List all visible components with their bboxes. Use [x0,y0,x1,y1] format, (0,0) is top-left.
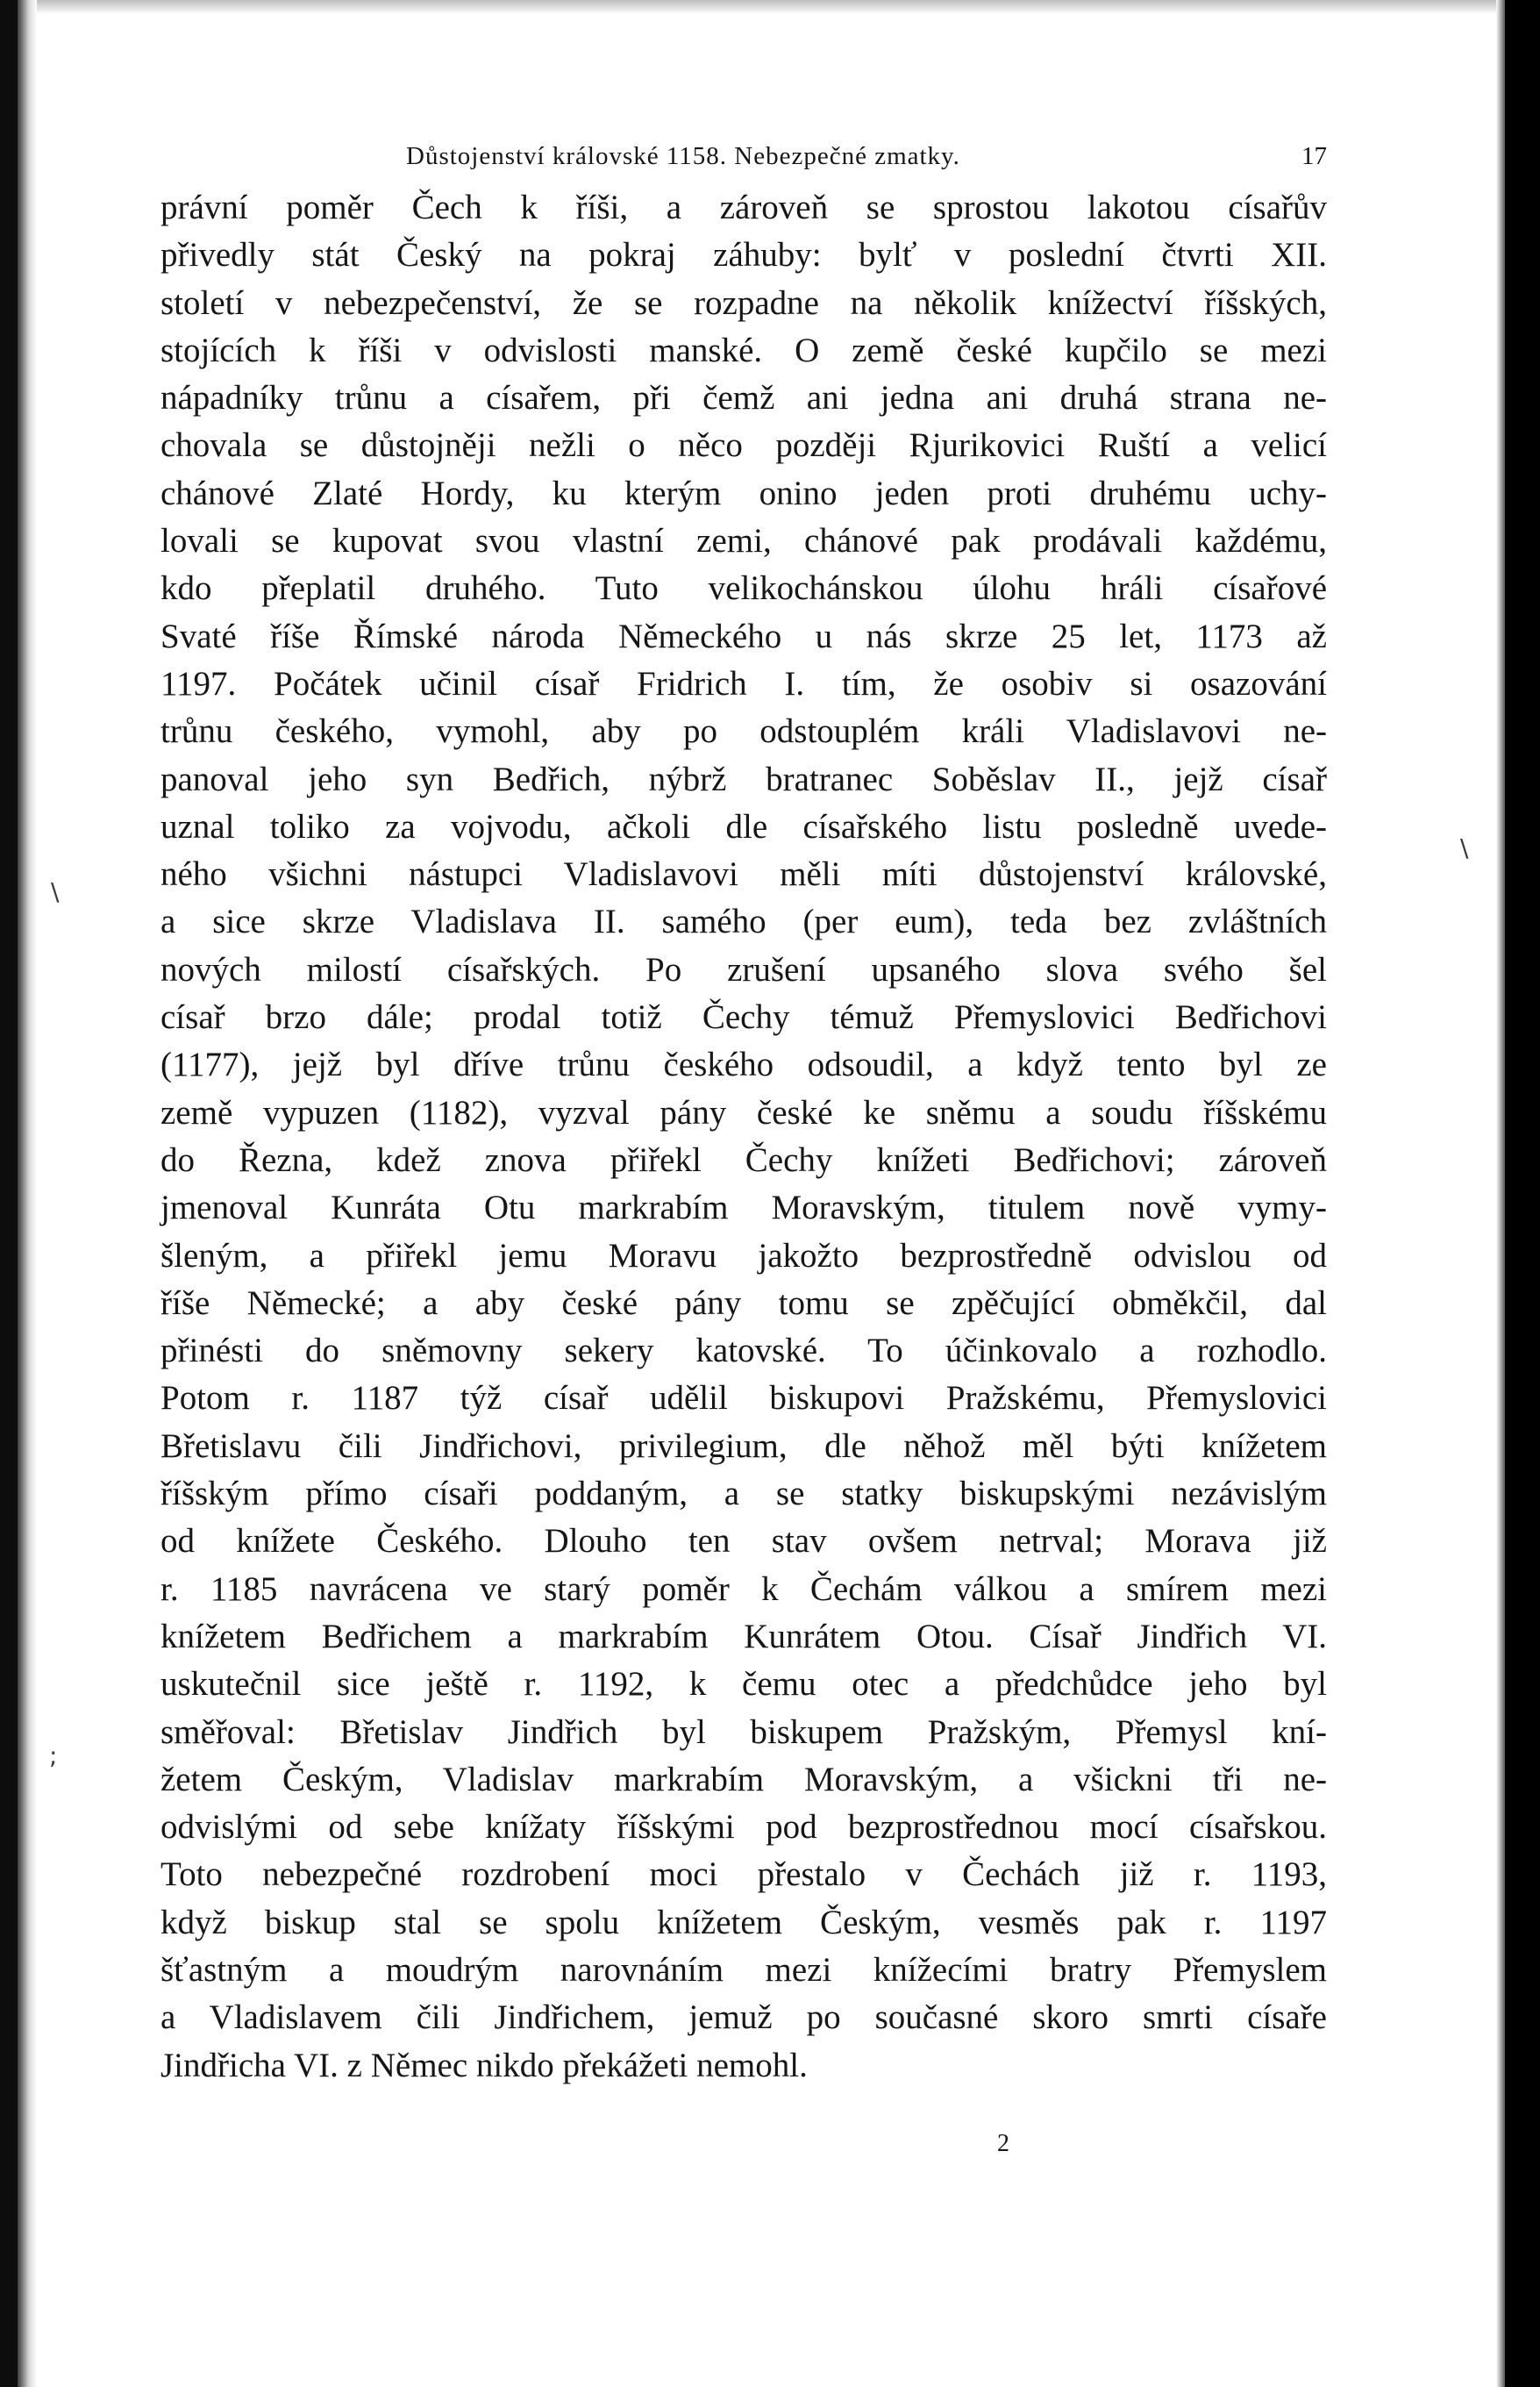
text-line: Potom r. 1187 týž císař udělil biskupovi Pražskému, Přemyslovici [160,1379,1327,1418]
scan-speck: \ [1460,833,1469,862]
body-text [160,184,1327,2090]
book-page [160,132,1327,2090]
text-line: Svaté říše Římské národa Německého u nás skrze 25 let, 1173 až [160,617,1327,655]
text-line: století v nebezpečenství, že se rozpadne na několik knížectví říšských, [160,283,1327,322]
scan-top-edge [0,0,1540,14]
text-line: říše Německé; a aby české pány tomu se zpěčující obměkčil, dal [160,1283,1327,1322]
text-line: Břetislavu čili Jindřichovi, privilegium, dle něhož měl býti knížetem [160,1426,1327,1465]
signature-mark: 2 [997,2130,1009,2157]
text-line: stojících k říši v odvislosti manské. O země české kupčilo se mezi [160,331,1327,369]
text-line: přivedly stát Český na pokraj záhuby: bylť v poslední čtvrti XII. [160,236,1327,275]
text-line: odvislými od sebe knížaty říšskými pod bezprostřednou mocí císařskou. [160,1808,1327,1847]
text-line: císař brzo dále; prodal totiž Čechy témuž Přemyslovici Bedřichovi [160,998,1327,1037]
text-line: a sice skrze Vladislava II. samého (per eum), teda bez zvláštních [160,903,1327,941]
text-line: do Řezna, kdež znova přiřekl Čechy knížeti Bedřichovi; zároveň [160,1140,1327,1179]
text-line: od knížete Českého. Dlouho ten stav ovšem netrval; Morava již [160,1522,1327,1561]
scan-right-edge [1505,0,1540,2387]
running-head [160,132,1327,184]
text-line: r. 1185 navrácena ve starý poměr k Čechám válkou a smírem mezi [160,1569,1327,1608]
text-line: říšským přímo císaři poddaným, a se statky biskupskými nezávislým [160,1475,1327,1513]
scan-speck: \ [51,877,60,906]
text-line: žetem Českým, Vladislav markrabím Moravským, a všickni tři ne- [160,1760,1327,1798]
text-line: chánové Zlaté Hordy, ku kterým onino jeden proti druhému uchy- [160,474,1327,512]
text-line: země vypuzen (1182), vyzval pány české ke sněmu a soudu říšskému [160,1093,1327,1132]
text-line: šťastným a moudrým narovnáním mezi knížecími bratry Přemyslem [160,1950,1327,1989]
text-line: chovala se důstojněji nežli o něco později Rjurikovici Ruští a velicí [160,426,1327,465]
text-line: kdo přeplatil druhého. Tuto velikochánskou úlohu hráli císařové [160,569,1327,608]
text-line: uskutečnil sice ještě r. 1192, k čemu otec a předchůdce jeho byl [160,1665,1327,1704]
scan-left-shadow [18,0,37,2387]
text-line: 1197. Počátek učinil císař Fridrich I. tím, že osobiv si osazování [160,664,1327,703]
text-line: přinésti do sněmovny sekery katovské. To účinkovalo a rozhodlo. [160,1332,1327,1370]
text-line: lovali se kupovat svou vlastní zemi, chánové pak prodávali každému, [160,522,1327,561]
text-line: ného všichni nástupci Vladislavovi měli míti důstojenství královské, [160,855,1327,894]
text-line: a Vladislavem čili Jindřichem, jemuž po současné skoro smrti císaře [160,1998,1327,2037]
running-head-title: Důstojenství královské 1158. Nebezpečné zmatky. [406,142,960,170]
text-line: Jindřicha VI. z Němec nikdo překážeti nemohl. [160,2046,808,2084]
text-line: uznal toliko za vojvodu, ačkoli dle císařského listu posledně uvede- [160,807,1327,846]
scan-left-edge [0,0,18,2387]
text-line: trůnu českého, vymohl, aby po odstouplém králi Vladislavovi ne- [160,712,1327,751]
text-line: směřoval: Břetislav Jindřich byl biskupem Pražským, Přemysl kní- [160,1712,1327,1751]
text-line: jmenoval Kunráta Otu markrabím Moravským, titulem nově vymy- [160,1189,1327,1227]
text-line: právní poměr Čech k říši, a zároveň se sprostou lakotou císařův [160,189,1327,226]
text-line: knížetem Bedřichem a markrabím Kunrátem Otou. Císař Jindřich VI. [160,1617,1327,1655]
page-number: 17 [1301,142,1327,170]
scan-speck: ; [49,1741,58,1770]
text-line: když biskup stal se spolu knížetem Českým, vesměs pak r. 1197 [160,1903,1327,1941]
text-line: (1177), jejž byl dříve trůnu českého odsoudil, a když tento byl ze [160,1046,1327,1084]
scan-right-shadow [1496,0,1505,2387]
text-line: panoval jeho syn Bedřich, nýbrž bratranec Soběslav II., jejž císař [160,760,1327,798]
text-line: nových milostí císařských. Po zrušení upsaného slova svého šel [160,950,1327,989]
text-line: šleným, a přiřekl jemu Moravu jakožto bezprostředně odvislou od [160,1236,1327,1275]
text-line: nápadníky trůnu a císařem, při čemž ani jedna ani druhá strana ne- [160,379,1327,418]
text-line: Toto nebezpečné rozdrobení moci přestalo v Čechách již r. 1193, [160,1855,1327,1894]
